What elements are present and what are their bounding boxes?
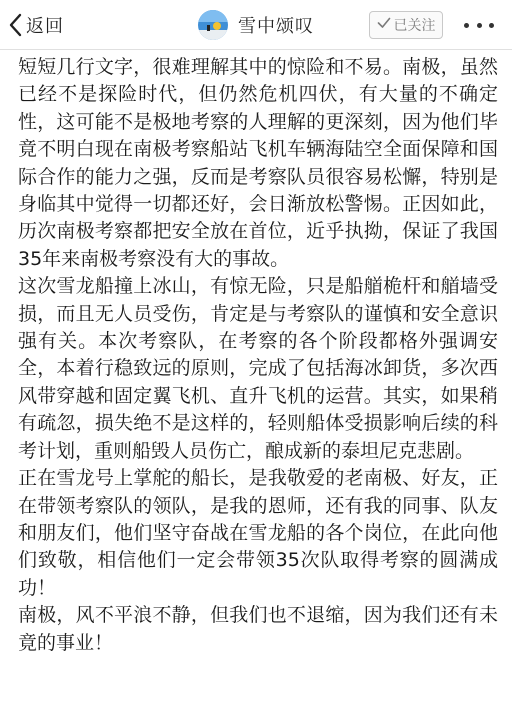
post-paragraph: 短短几行文字，很难理解其中的惊险和不易。南极，虽然已经不是探险时代，但仍然危机四伏，有大量的不确定性，这可能不是极地考察的人理解的更深刻，因为他们毕竟不明白现在南极考察船站飞机车辆海陆空全面保障和国际合作的能力之强，反而是考察队员很容易松懈，特别是身临其中觉得一切都还好，会日渐放松警惕。正因如此，历次南极考察都把安全放在首位，近乎执拗，保证了我国35年来南极考察没有大的事故。 [18,56,498,270]
author-profile[interactable] [198,8,314,42]
author-name[interactable]: 雪中颂叹 [238,16,314,37]
avatar[interactable] [198,10,228,40]
back-button[interactable] [8,10,64,40]
follow-label: 已关注 [393,18,436,34]
post-body [0,50,512,657]
more-dot [489,23,494,28]
more-dots-icon[interactable] [464,17,494,33]
post-paragraph: 这次雪龙船撞上冰山，有惊无险，只是船艏桅杆和艏墙受损，而且无人员受伤，肯定是与考察队的谨慎和安全意识强有关。本次考察队，在考察的各个阶段都格外强调安全，本着行稳致远的原则，完成了包括海冰卸货，多次西风带穿越和固定翼飞机、直升飞机的运营。其实，如果稍有疏忽，损失绝不是这样的，轻则船体受损影响后续的科考计划，重则船毁人员伤亡，酿成新的泰坦尼克悲剧。 [18,275,498,462]
post-paragraph: 正在雪龙号上掌舵的船长，是我敬爱的老南极、好友，正在带领考察队的领队，是我的恩师，还有我的同事、队友和朋友们，他们坚守奋战在雪龙船的各个岗位，在此向他们致敬，相信他们一定会带领35次队取得考察的圆满成功！ [18,467,498,599]
check-icon [377,17,394,33]
follow-button[interactable] [369,11,443,39]
post-paragraph: 南极，风不平浪不静，但我们也不退缩，因为我们还有未竟的事业！ [18,604,498,654]
top-navigation-bar [0,0,512,50]
back-label: 返回 [26,16,64,37]
more-dot [464,23,469,28]
chevron-left-icon [8,13,22,37]
more-dot [477,23,482,28]
